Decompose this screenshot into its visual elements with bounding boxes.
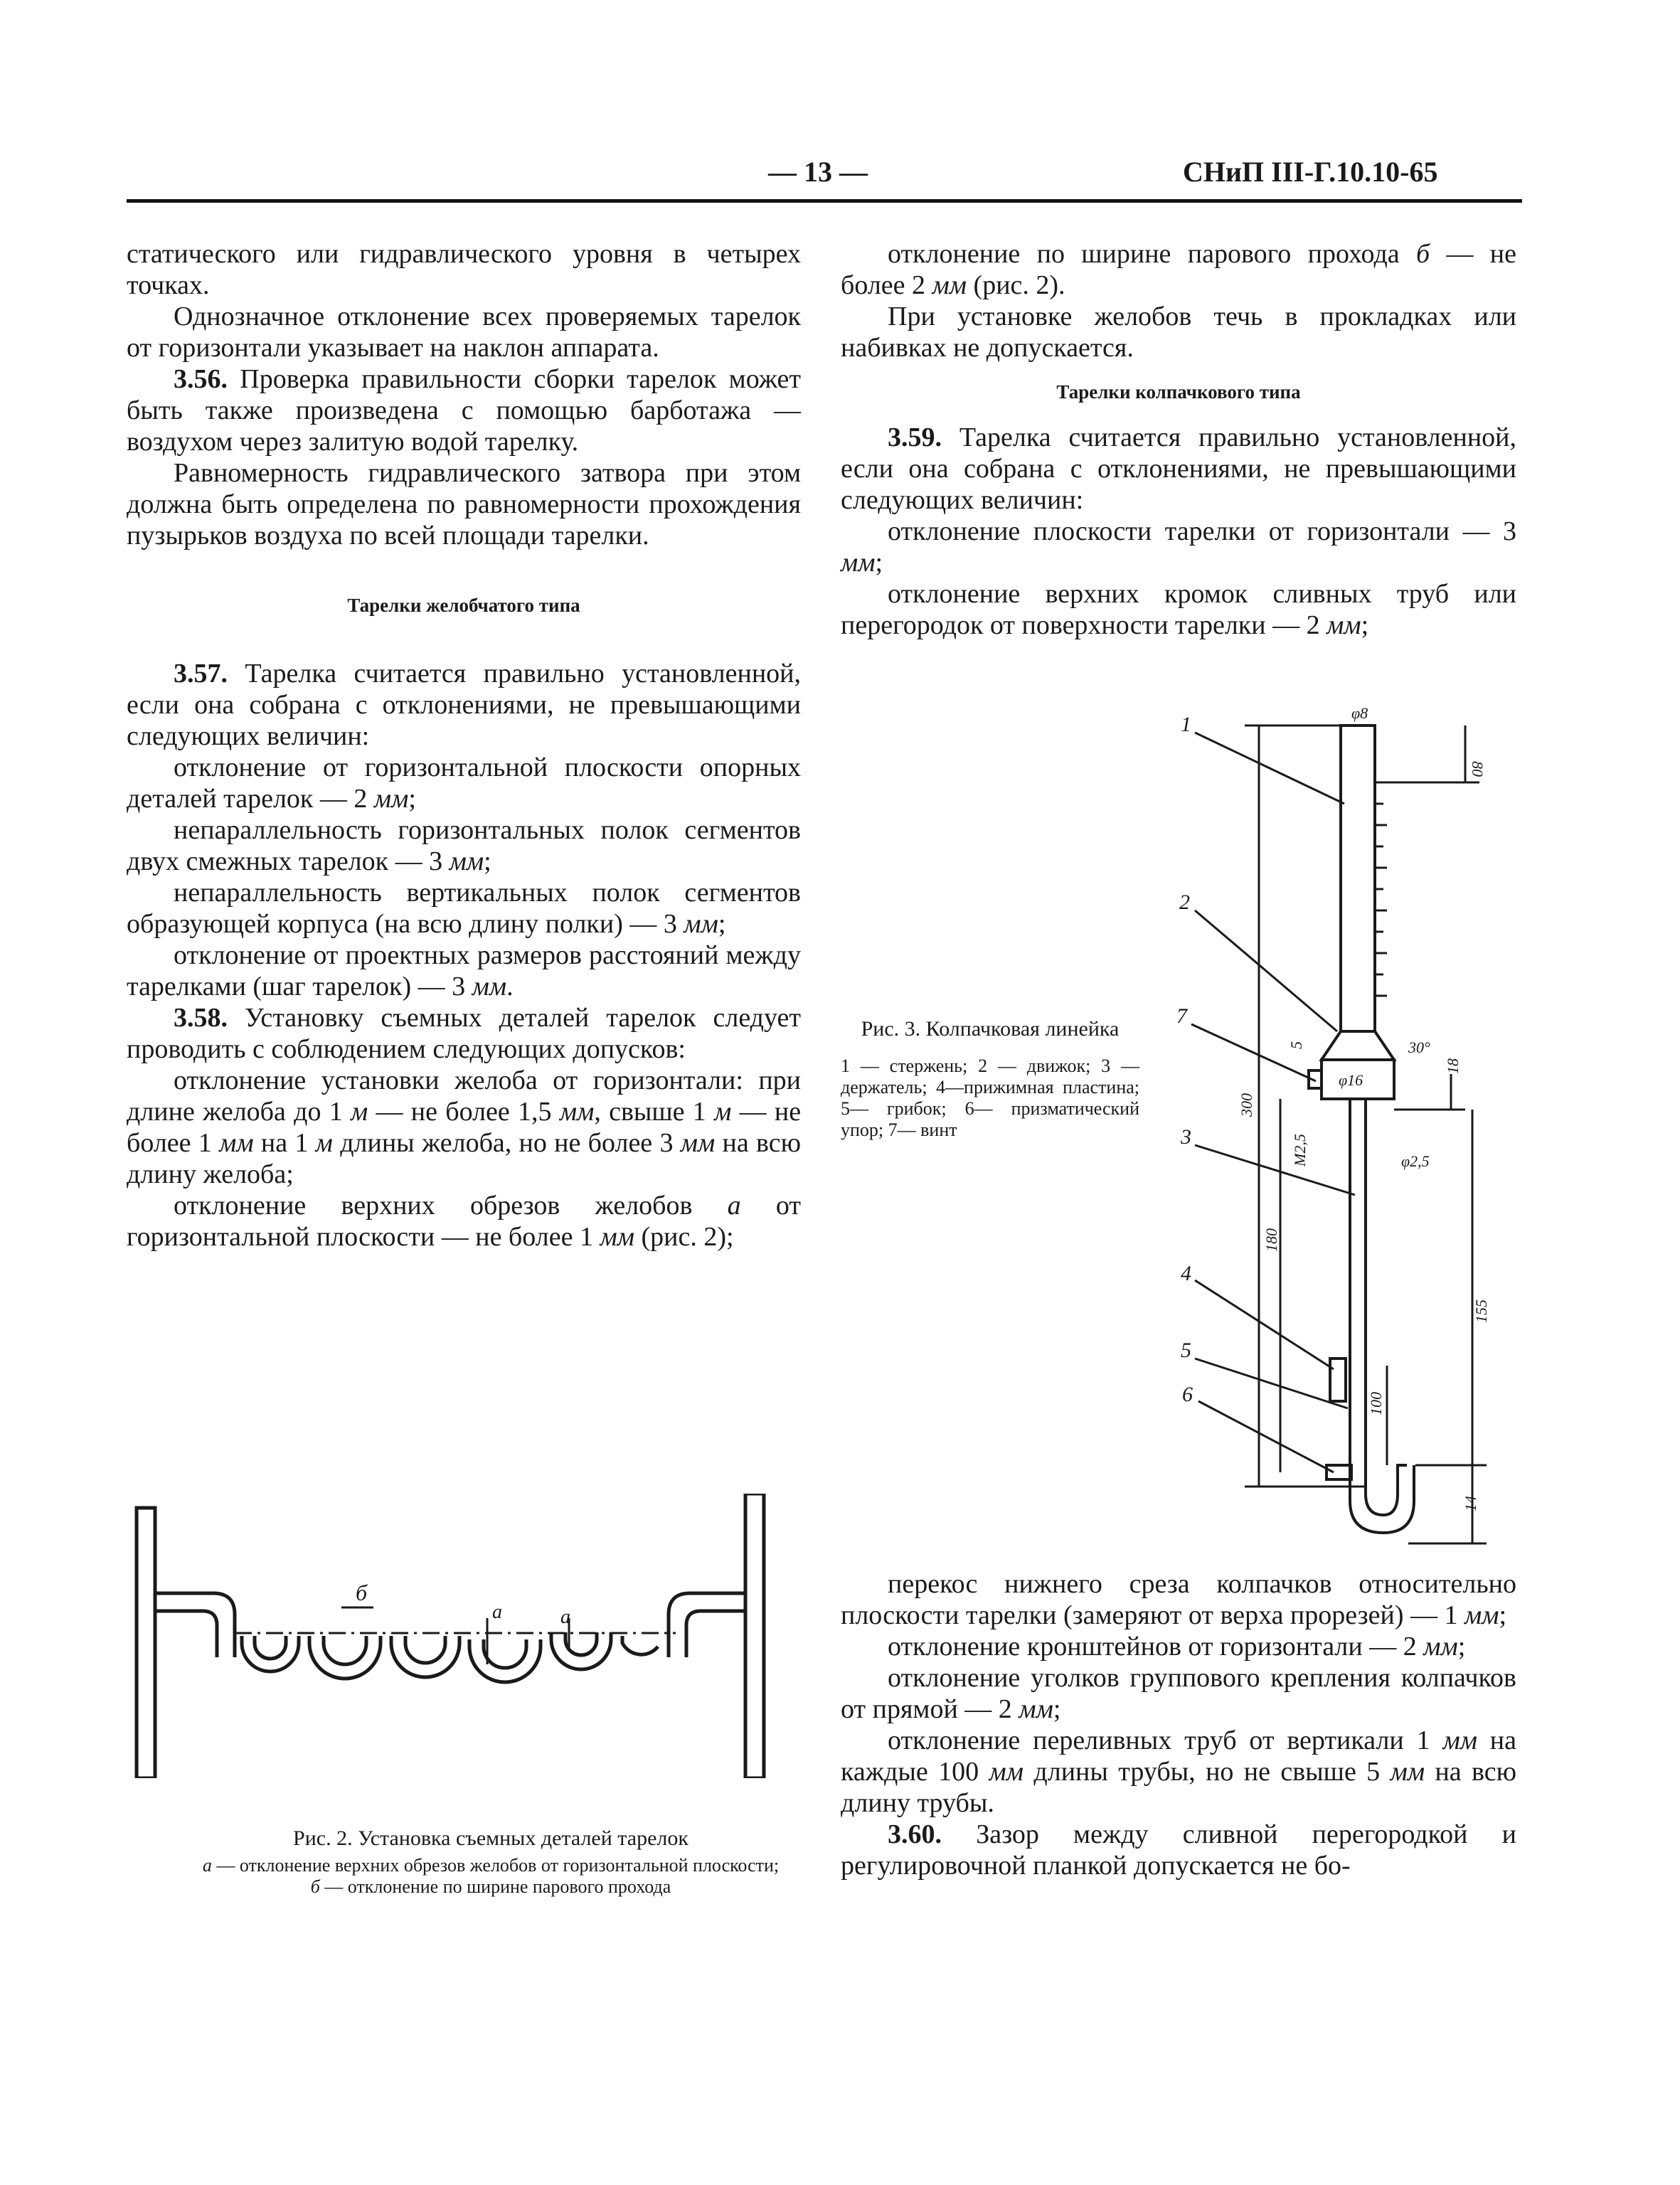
list-item — [841, 516, 1516, 578]
paragraph: Равномерность гидравлического затвора при этом должна быть определена по равномерности прохождения пузырьков воздуха по всей площади тарелки. — [127, 458, 801, 551]
trough — [551, 1632, 611, 1669]
clause-number: 3.56. — [174, 364, 228, 394]
dim-14: 14 — [1462, 1496, 1479, 1511]
legend-key: а — [202, 1855, 212, 1876]
legend-key: б — [310, 1876, 320, 1897]
item-text: на каждые 100 — [841, 1726, 1516, 1787]
item-text: отклонение по ширине парового прохода — [888, 239, 1400, 269]
callout-7: 7 — [1176, 1004, 1187, 1028]
label-a-2: а — [560, 1606, 570, 1628]
unit: мм — [373, 784, 409, 814]
right-column-bottom — [841, 1568, 1516, 1881]
trough — [565, 1632, 597, 1655]
item-text: длины трубы, но не свыше 5 — [1033, 1757, 1381, 1787]
punct: ; — [1457, 1632, 1466, 1662]
trough — [405, 1636, 445, 1663]
item-text: на 1 — [260, 1128, 309, 1158]
unit: мм — [472, 972, 507, 1001]
clause-number: 3.58. — [174, 1003, 228, 1033]
trough — [309, 1636, 381, 1679]
left-wall — [137, 1508, 155, 1778]
item-text: — не более 2 — [841, 239, 1517, 300]
unit: мм — [219, 1128, 254, 1158]
item-text: (рис. 2). — [973, 270, 1065, 300]
paragraph-3-56 — [127, 363, 801, 457]
trough — [469, 1639, 541, 1682]
unit: мм — [559, 1097, 595, 1127]
unit: мм — [1442, 1726, 1477, 1755]
unit: м — [315, 1128, 333, 1158]
hook-outer — [1350, 1465, 1414, 1533]
unit: мм — [1390, 1757, 1425, 1787]
item-text: (рис. 2); — [641, 1222, 734, 1252]
figure-3-caption-block — [841, 1017, 1139, 1141]
unit: мм — [600, 1222, 634, 1252]
punct: . — [506, 972, 514, 1001]
item-text: непараллельность горизонтальных полок сегментов двух смежных тарелок — 3 — [127, 815, 801, 876]
item-text: — не более 1 — [127, 1097, 802, 1158]
punct: ; — [1053, 1694, 1061, 1724]
prism-stop — [1327, 1465, 1351, 1479]
dim-phi8: φ8 — [1351, 704, 1368, 722]
document-code: СНиП III-Г.10.10-65 — [1183, 156, 1438, 188]
item-text: отклонение переливных труб от вертикали 1 — [888, 1726, 1430, 1755]
list-item — [841, 1568, 1516, 1631]
clause-number: 3.57. — [174, 659, 228, 689]
left-column — [127, 238, 801, 1253]
trough — [255, 1636, 286, 1659]
trough — [391, 1636, 459, 1677]
clamp-plate — [1330, 1359, 1346, 1401]
punct: ; — [408, 784, 416, 814]
figure-3-legend: 1 — стержень; 2 — движок; 3 — держатель; 4—прижимная пластина; 5— грибок; 6— призматический упор; 7— винт — [841, 1056, 1139, 1140]
paragraph: При установке желобов течь в прокладках или набивках не допускается. — [841, 302, 1516, 363]
item-text: отклонение от горизонтальной плоскости опорных деталей тарелок — 2 — [127, 753, 801, 814]
item-text: на всю длину желоба; — [127, 1128, 802, 1189]
unit: мм — [932, 270, 967, 300]
clause-text: Проверка правильности сборки тарелок может быть также произведена с помощью барботажа — воздухом через залитую водой тарелку. — [127, 364, 801, 457]
item-text: отклонение кронштейнов от горизонтали — 2 — [888, 1632, 1417, 1662]
unit: мм — [449, 846, 484, 876]
unit: мм — [1019, 1694, 1053, 1724]
callout-1: 1 — [1181, 713, 1191, 736]
punct: ; — [875, 548, 883, 578]
dim-180: 180 — [1262, 1228, 1280, 1252]
list-item — [127, 814, 801, 877]
callout-3: 3 — [1181, 1125, 1191, 1149]
unit: мм — [989, 1757, 1024, 1787]
dim-18: 18 — [1444, 1058, 1462, 1074]
unit: мм — [1327, 610, 1361, 640]
trough — [324, 1636, 366, 1664]
dim-M25: M2,5 — [1291, 1134, 1309, 1166]
legend-text: — отклонение по ширине парового прохода — [324, 1876, 671, 1897]
dim-phi16: φ16 — [1339, 1071, 1363, 1089]
label-b: б — [356, 1580, 368, 1605]
dim-300: 300 — [1238, 1093, 1255, 1117]
item-text: на всю длину трубы. — [841, 1757, 1517, 1818]
clause-number: 3.60. — [888, 1819, 942, 1849]
item-text: отклонение уголков группового крепления колпачков от прямой — 2 — [841, 1663, 1516, 1724]
callout-6: 6 — [1182, 1383, 1193, 1406]
trough — [484, 1639, 526, 1668]
item-text: , свыше 1 — [594, 1097, 706, 1127]
page-number: — 13 — — [768, 156, 868, 188]
unit: мм — [680, 1128, 716, 1158]
item-text: отклонение верхних обрезов желобов — [174, 1191, 693, 1221]
item-text: отклонение плоскости тарелки от горизонтали — 3 — [888, 516, 1516, 546]
item-text: отклонение установки желоба от горизонтали: при длине желоба до 1 — [127, 1065, 801, 1127]
figure-2-caption-block — [199, 1827, 782, 1898]
symbol-a: а — [727, 1191, 741, 1221]
scale-ticks — [1375, 782, 1387, 996]
item-text: перекос нижнего среза колпачков относительно плоскости тарелки (замеряют от верха прорезей) — 1 — [841, 1569, 1516, 1630]
item-text: длины желоба, но не более 3 — [340, 1128, 674, 1158]
item-text: отклонение от проектных размеров расстояний между тарелками (шаг тарелок) — 3 — [127, 940, 801, 1001]
unit: м — [714, 1097, 732, 1127]
unit: м — [351, 1097, 368, 1127]
header-rule — [127, 199, 1522, 203]
dim-phi25: φ2,5 — [1401, 1152, 1430, 1170]
callout-5: 5 — [1181, 1339, 1191, 1362]
punct: ; — [1499, 1600, 1507, 1630]
paragraph-3-57 — [127, 658, 801, 752]
figure-2-trough-tray — [128, 1494, 782, 1778]
dim-5: 5 — [1287, 1041, 1305, 1049]
item-text: от горизонтальной плоскости — не более 1 — [127, 1191, 801, 1252]
dim-100: 100 — [1367, 1392, 1385, 1415]
right-bracket — [669, 1593, 745, 1657]
right-wall — [745, 1494, 764, 1778]
dim-155: 155 — [1472, 1299, 1490, 1323]
rod — [1341, 725, 1375, 1031]
symbol-b: б — [1416, 239, 1430, 269]
dim-30: 30° — [1408, 1038, 1430, 1056]
figure-2-legend — [199, 1855, 782, 1898]
trough — [622, 1636, 658, 1654]
section-heading-cap: Тарелки колпачкового типа — [1056, 381, 1301, 403]
paragraph-3-60 — [841, 1819, 1516, 1881]
paragraph-3-58 — [127, 1002, 801, 1065]
list-item — [127, 1065, 801, 1190]
list-item — [127, 1190, 801, 1253]
right-column-top — [841, 238, 1516, 641]
list-item — [841, 1662, 1516, 1725]
figure-2-caption: Рис. 2. Установка съемных деталей тарелок — [293, 1827, 689, 1850]
list-item — [841, 1631, 1516, 1662]
unit: мм — [684, 909, 718, 939]
clause-text: Зазор между сливной перегородкой и регулировочной планкой допускается не бо- — [841, 1819, 1517, 1881]
label-a: а — [492, 1601, 502, 1623]
legend-text: — отклонение верхних обрезов желобов от горизонтальной плоскости; — [216, 1855, 780, 1876]
callout-2: 2 — [1179, 891, 1190, 914]
paragraph: Однозначное отклонение всех проверяемых тарелок от горизонтали указывает на наклон аппарата. — [127, 302, 801, 363]
unit: мм — [841, 548, 876, 578]
clause-number: 3.59. — [888, 422, 942, 452]
item-text: — не более 1,5 — [376, 1097, 552, 1127]
list-item — [127, 752, 801, 814]
unit: мм — [1423, 1632, 1458, 1662]
mushroom-hook — [1366, 1465, 1407, 1515]
paragraph-3-59 — [841, 422, 1516, 516]
list-item — [841, 578, 1516, 641]
figure-3-caption: Рис. 3. Колпачковая линейка — [861, 1017, 1120, 1041]
trough — [242, 1636, 299, 1671]
item-text: непараллельность вертикальных полок сегментов образующей корпуса (на всю длину полки) — 3 — [127, 878, 801, 939]
item-text: отклонение верхних кромок сливных труб или перегородок от поверхности тарелки — 2 — [841, 579, 1516, 640]
figure-3-cap-ruler — [1152, 697, 1522, 1551]
list-item — [841, 1725, 1516, 1819]
list-item — [127, 877, 801, 940]
list-item — [841, 238, 1516, 301]
paragraph: статического или гидравлического уровня в четырех точках. — [127, 239, 801, 300]
list-item — [127, 940, 801, 1002]
clause-text: Тарелка считается правильно установленной, если она собрана с отклонениями, не превышающими следующих величин: — [841, 422, 1516, 515]
dim-80: 80 — [1469, 761, 1487, 777]
punct: ; — [484, 846, 491, 876]
clause-text: Установку съемных деталей тарелок следует проводить с соблюдением следующих допусков: — [127, 1003, 801, 1064]
left-bracket — [155, 1593, 235, 1657]
unit: мм — [1464, 1600, 1499, 1630]
punct: ; — [1361, 610, 1369, 640]
punct: ; — [718, 909, 726, 939]
callout-4: 4 — [1181, 1262, 1191, 1285]
slider-cone — [1322, 1031, 1394, 1060]
section-heading-trough: Тарелки желобчатого типа — [347, 595, 580, 616]
clause-text: Тарелка считается правильно установленной, если она собрана с отклонениями, не превышающими следующих величин: — [127, 659, 801, 751]
